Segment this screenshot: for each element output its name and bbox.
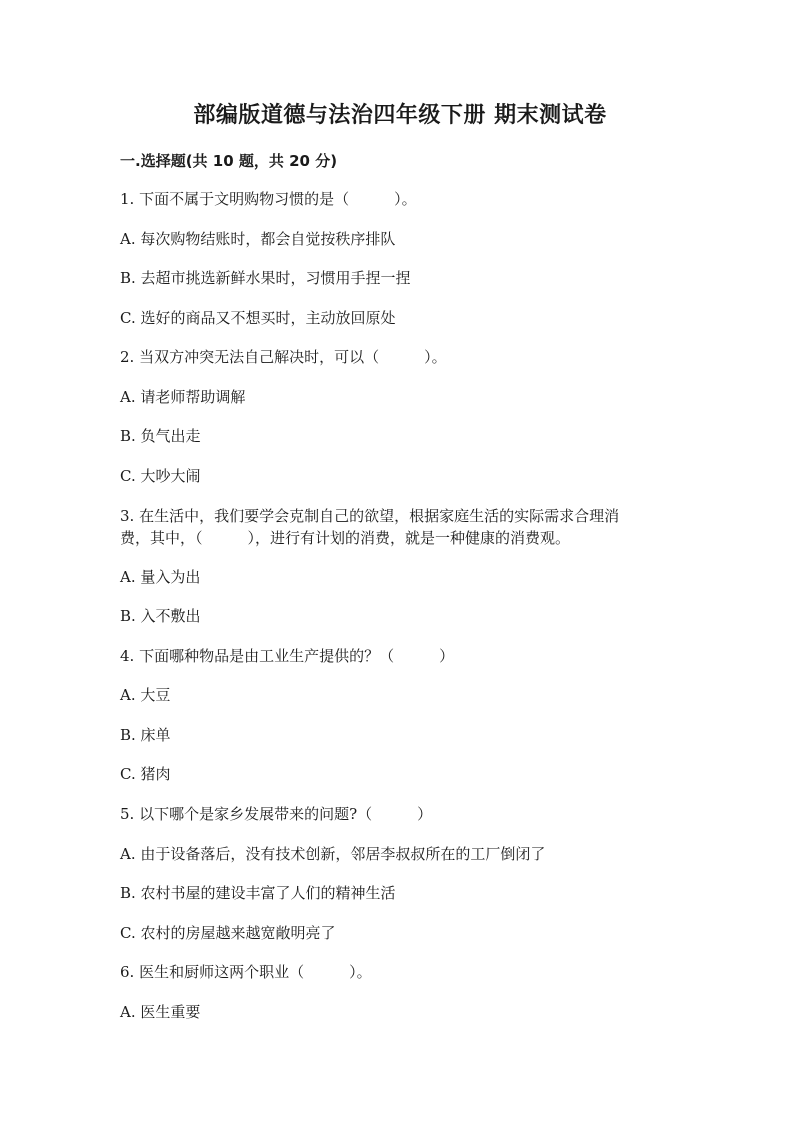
page-title: 部编版道德与法治四年级下册 期末测试卷 <box>193 103 607 128</box>
question-5-option-c: C. 农村的房屋越来越宽敞明亮了 <box>120 924 336 942</box>
question-3-stem-line-1: 3. 在生活中，我们要学会克制自己的欲望，根据家庭生活的实际需求合理消 <box>120 507 620 525</box>
question-4-option-c: C. 猪肉 <box>120 765 171 783</box>
question-6-stem: 6. 医生和厨师这两个职业（ ）。 <box>120 963 372 981</box>
question-1-option-a: A. 每次购物结账时，都会自觉按秩序排队 <box>120 230 396 248</box>
question-2-option-b: B. 负气出走 <box>120 427 201 445</box>
question-3-stem-line-2: 费，其中，（ ），进行有计划的消费，就是一种健康的消费观。 <box>120 529 571 547</box>
question-4-stem: 4. 下面哪种物品是由工业生产提供的？（ ） <box>120 647 455 665</box>
question-5-stem: 5. 以下哪个是家乡发展带来的问题?（ ） <box>120 805 433 823</box>
section-heading: 一.选择题(共 10 题，共 20 分) <box>120 152 338 170</box>
question-2-stem: 2. 当双方冲突无法自己解决时，可以（ ）。 <box>120 348 447 366</box>
question-5-option-b: B. 农村书屋的建设丰富了人们的精神生活 <box>120 884 396 902</box>
question-6-option-a: A. 医生重要 <box>120 1003 201 1021</box>
question-3-option-a: A. 量入为出 <box>120 568 201 586</box>
question-5-option-a: A. 由于设备落后，没有技术创新，邻居李叔叔所在的工厂倒闭了 <box>120 845 546 863</box>
question-2-option-c: C. 大吵大闹 <box>120 467 201 485</box>
question-1-stem: 1. 下面不属于文明购物习惯的是（ ）。 <box>120 190 417 208</box>
question-2-option-a: A. 请老师帮助调解 <box>120 388 246 406</box>
question-1-option-c: C. 选好的商品又不想买时，主动放回原处 <box>120 309 396 327</box>
question-4-option-b: B. 床单 <box>120 726 171 744</box>
question-3-option-b: B. 入不敷出 <box>120 607 201 625</box>
question-4-option-a: A. 大豆 <box>120 686 171 704</box>
question-1-option-b: B. 去超市挑选新鲜水果时，习惯用手捏一捏 <box>120 269 411 287</box>
